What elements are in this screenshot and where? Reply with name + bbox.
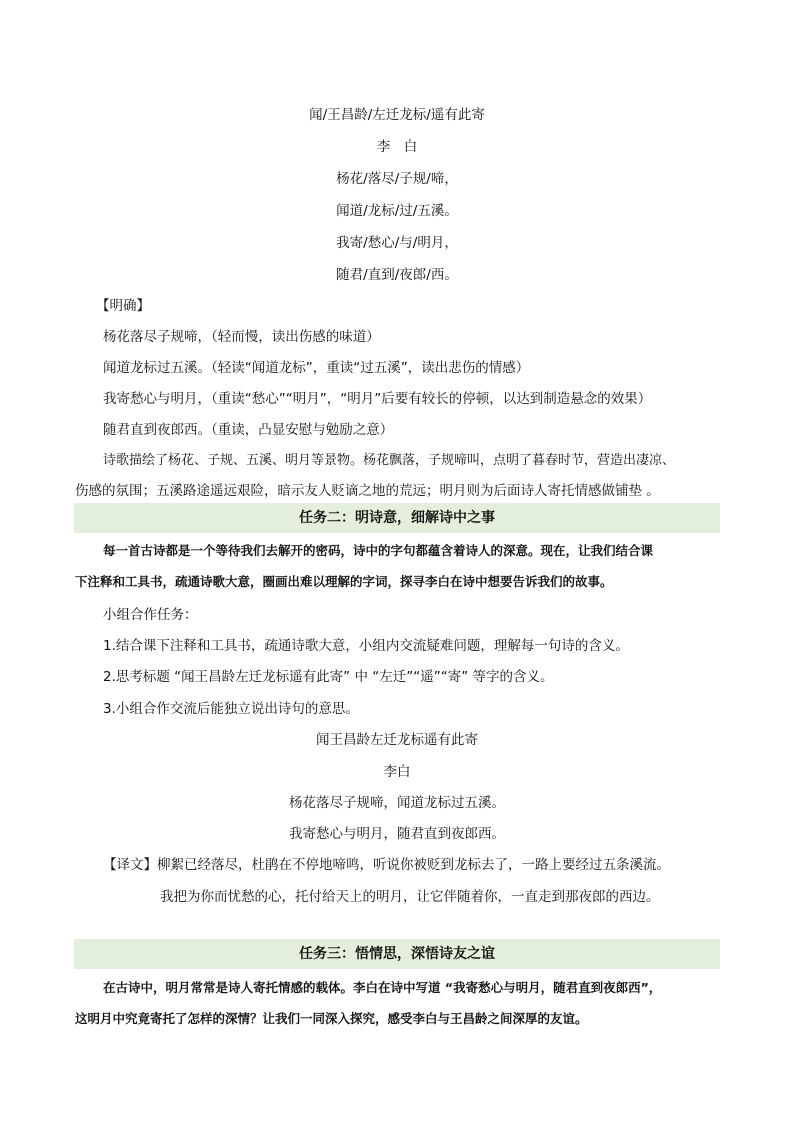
poem-line: 杨花/落尽/子规/啼， (336, 171, 458, 187)
group-task-label: 小组合作任务： (103, 607, 198, 623)
group-task-item: 2.思考标题 “闻王昌龄左迁龙标遥有此寄” 中 “左迁”“遥”“寄” 等字的含义。 (103, 669, 554, 685)
poem-line: 随君/直到/夜郎/西。 (336, 267, 458, 283)
clarify-item: 杨花落尽子规啼，（轻而慢，读出伤感的味道） (103, 329, 380, 345)
poem-title: 闻王昌龄左迁龙标遥有此寄 (316, 732, 478, 748)
clarify-label: 【明确】 (96, 298, 150, 314)
poem-line: 杨花落尽子规啼，闻道龙标过五溪。 (289, 795, 505, 811)
group-task-item: 3.小组合作交流后能独立说出诗句的意思。 (103, 701, 359, 717)
task3-heading: 任务三：悟情思，深悟诗友之谊 (74, 939, 720, 969)
group-task-item: 1.结合课下注释和工具书，疏通诗歌大意，小组内交流疑难问题，理解每一句诗的含义。 (103, 638, 629, 654)
poem-line: 我寄/愁心/与/明月， (336, 235, 458, 251)
translation-line: 【译文】柳絮已经落尽，杜鹃在不停地啼鸣，听说你被贬到龙标去了，一路上要经过五条溪流。 (103, 857, 670, 873)
clarify-item: 随君直到夜郎西。（重读，凸显安慰与勉励之意） (103, 422, 394, 438)
clarify-item: 闻道龙标过五溪。（轻读“闻道龙标”，重读“过五溪”，读出悲伤的情感） (103, 360, 530, 376)
task3-intro-line: 这明月中究竟寄托了怎样的深情？让我们一同深入探究，感受李白与王昌龄之间深厚的友谊。 (75, 1011, 588, 1026)
translation-line: 我把为你而忧愁的心，托付给天上的明月，让它伴随着你，一直走到那夜郎的西边。 (160, 889, 660, 905)
task2-heading: 任务二：明诗意，细解诗中之事 (74, 503, 720, 533)
poem-author: 李 白 (376, 139, 418, 155)
task2-intro-line: 每一首古诗都是一个等待我们去解开的密码，诗中的字句都蕴含着诗人的深意。现在，让我们结合课 (103, 543, 654, 558)
task3-intro-line: 在古诗中，明月常常是诗人寄托情感的载体。李白在诗中写道 “我寄愁心与明月，随君直到夜郎西”， (103, 980, 662, 995)
poem-author: 李白 (383, 764, 411, 780)
clarify-item: 我寄愁心与明月，（重读“愁心”“明月”，“明月”后要有较长的停顿，以达到制造悬念的效果） (103, 391, 652, 407)
analysis-paragraph-line: 诗歌描绘了杨花、子规、五溪、明月等景物。杨花飘落，子规啼叫，点明了暮春时节，营造出凄凉、 (103, 453, 676, 468)
task2-intro-line: 下注释和工具书，疏通诗歌大意，圈画出难以理解的字词，探寻李白在诗中想要告诉我们的故事。 (75, 574, 613, 589)
poem-title: 闻/王昌龄/左迁龙标/遥有此寄 (309, 107, 485, 123)
poem-line: 闻道/龙标/过/五溪。 (336, 203, 458, 219)
poem-line: 我寄愁心与明月，随君直到夜郎西。 (289, 826, 505, 842)
analysis-paragraph-line: 伤感的氛围；五溪路途遥远艰险，暗示友人贬谪之地的荒远；明月则为后面诗人寄托情感做铺垫 。 (75, 483, 660, 499)
